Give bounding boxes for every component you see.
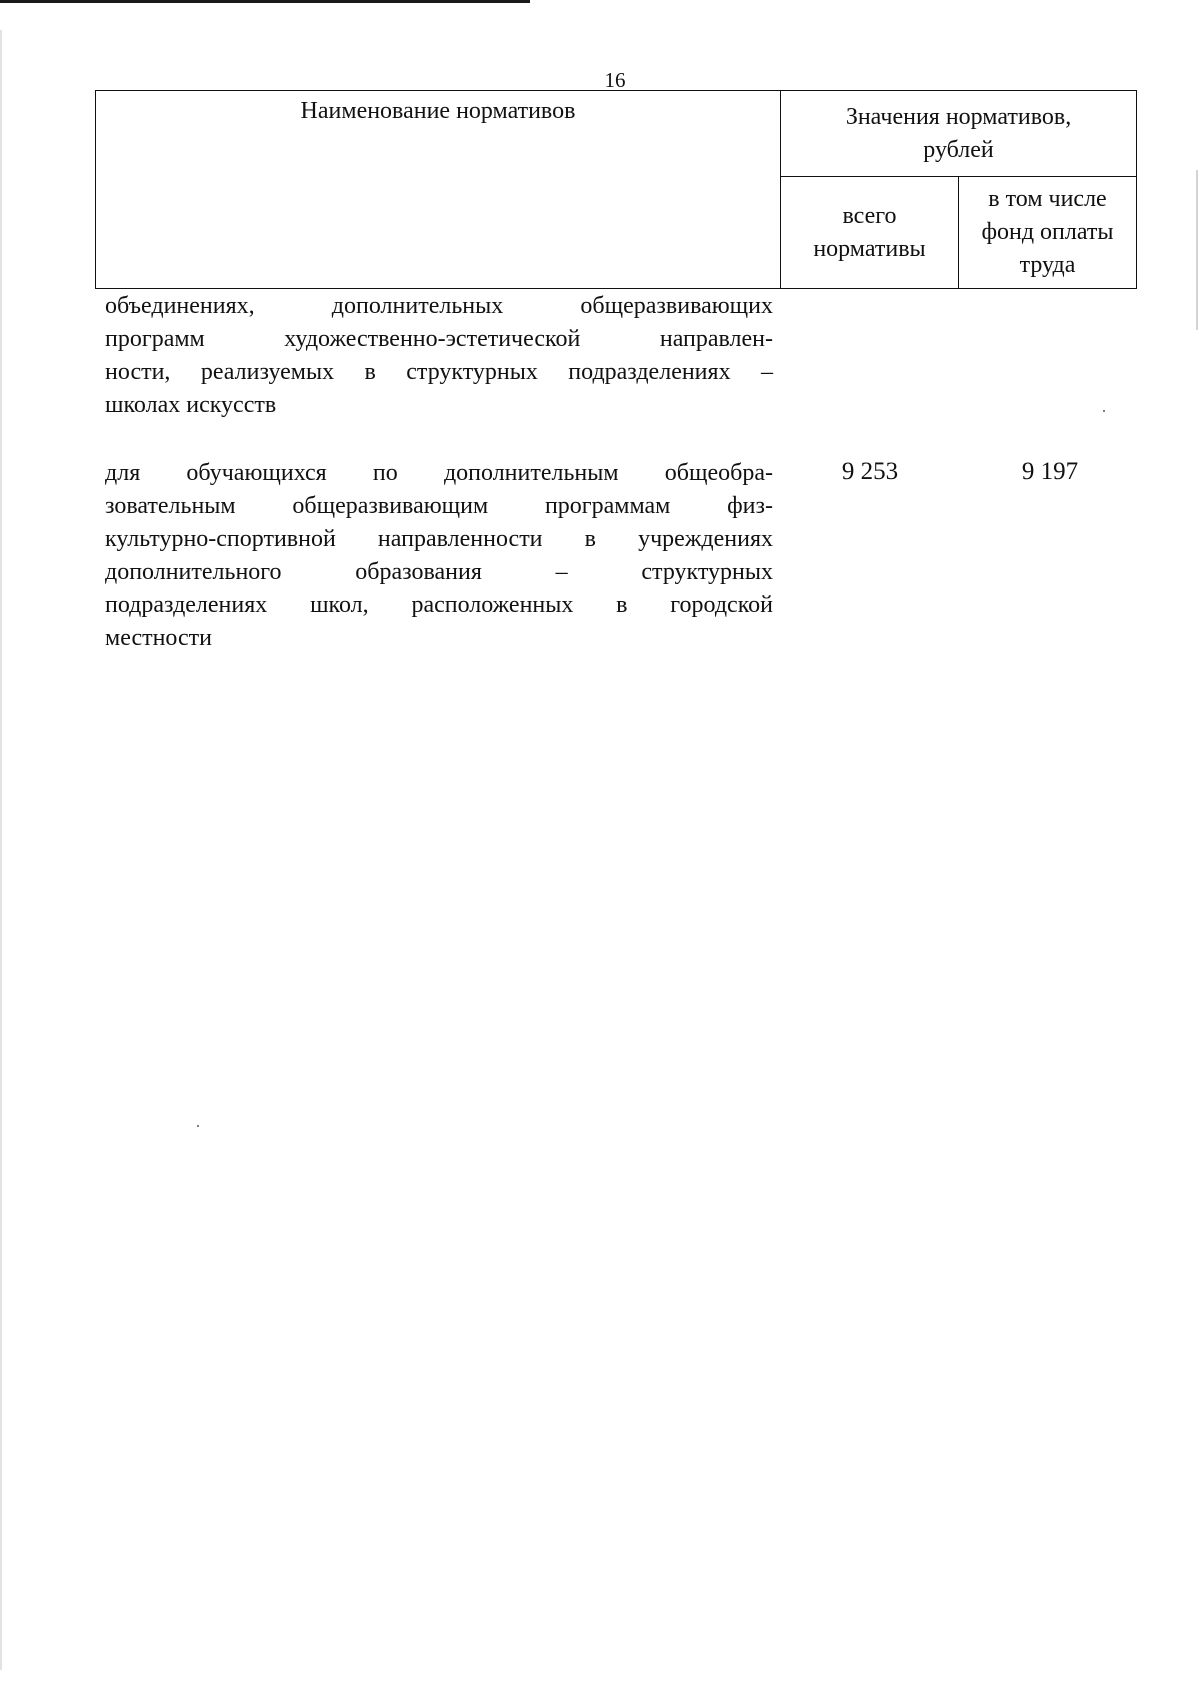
scan-border-top bbox=[0, 0, 530, 3]
row-fund-value: 9 197 bbox=[1021, 458, 1079, 485]
row-text-line: подразделениях школ, расположенных в городской bbox=[105, 592, 773, 618]
row-text-line: школах искусств bbox=[105, 392, 277, 418]
row-text-line: дополнительного образования – структурных bbox=[105, 559, 773, 585]
row-text-line: культурно-спортивной направленности в учреждениях bbox=[105, 526, 773, 552]
page-number: 16 bbox=[604, 68, 626, 92]
scan-speck bbox=[1103, 410, 1105, 412]
scan-speck bbox=[197, 1125, 199, 1127]
header-name-column: Наименование нормативов bbox=[96, 91, 781, 289]
table-header bbox=[95, 90, 1137, 289]
row-total-value: 9 253 bbox=[841, 458, 899, 485]
header-fund-text: в том числе фонд оплаты труда bbox=[981, 186, 1114, 279]
scan-border-right bbox=[1196, 170, 1198, 330]
row-text-line: программ художественно-эстетической направлен- bbox=[105, 326, 773, 352]
header-fund-column bbox=[959, 177, 1137, 289]
table-row-name bbox=[105, 457, 773, 655]
row-text-line: ности, реализуемых в структурных подразделениях – bbox=[105, 359, 773, 385]
header-total-text: всего нормативы bbox=[813, 202, 926, 262]
row-text-line: для обучающихся по дополнительным общеобра- bbox=[105, 460, 773, 486]
row-text-line: местности bbox=[105, 625, 213, 651]
table-row-name bbox=[105, 290, 773, 422]
header-total-column bbox=[781, 177, 959, 289]
scan-border-left bbox=[0, 30, 2, 1670]
row-text-line: зовательным общеразвивающим программам физ- bbox=[105, 493, 773, 519]
header-values-column bbox=[781, 91, 1137, 177]
row-text-line: объединениях, дополнительных общеразвивающих bbox=[105, 293, 773, 319]
header-values-text: Значения нормативов, рублей bbox=[845, 103, 1072, 163]
